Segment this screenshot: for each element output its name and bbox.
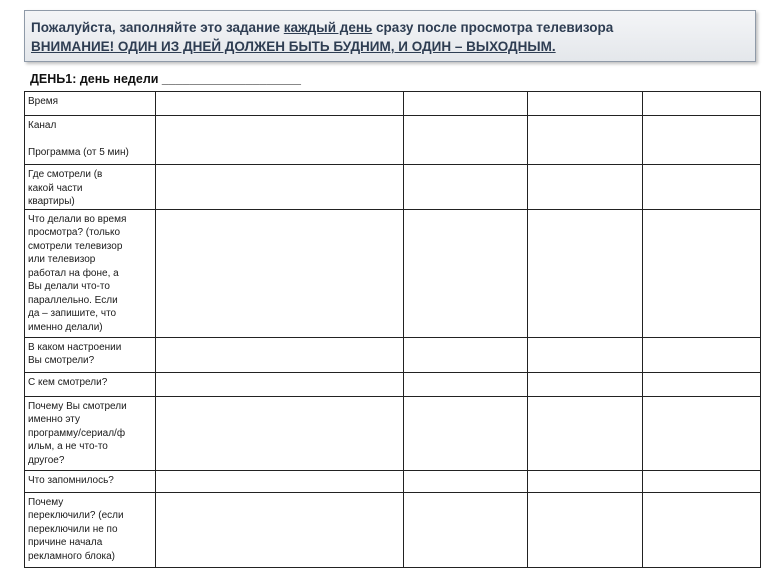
instruction-warning: ВНИМАНИЕ! ОДИН ИЗ ДНЕЙ ДОЛЖЕН БЫТЬ БУДНИМ, И ОДИН – ВЫХОДНЫМ.	[31, 39, 556, 54]
instruction-line-1	[31, 18, 747, 37]
day-of-week-field[interactable]: ДЕНЬ1: день недели ____________________	[30, 72, 301, 86]
answer-cell[interactable]	[643, 92, 761, 116]
answer-cell[interactable]	[404, 92, 528, 116]
row-why-switched	[25, 492, 761, 567]
answer-cell[interactable]	[156, 470, 404, 492]
row-label: Канал Программа (от 5 мин)	[25, 116, 156, 165]
row-label: В каком настроении Вы смотрели?	[25, 337, 156, 372]
instruction-emphasis: каждый день	[283, 20, 373, 35]
row-label: С кем смотрели?	[25, 372, 156, 396]
answer-cell[interactable]	[156, 372, 404, 396]
row-time	[25, 92, 761, 116]
tv-diary-table	[24, 91, 761, 568]
row-why-this-program	[25, 396, 761, 470]
answer-cell[interactable]	[528, 396, 643, 470]
row-label: Почему переключили? (если переключили не по причине начала рекламного блока)	[25, 492, 156, 567]
answer-cell[interactable]	[643, 337, 761, 372]
answer-cell[interactable]	[643, 372, 761, 396]
answer-cell[interactable]	[528, 470, 643, 492]
answer-cell[interactable]	[404, 116, 528, 165]
answer-cell[interactable]	[404, 372, 528, 396]
row-label: Где смотрели (в какой части квартиры)	[25, 165, 156, 210]
row-where-watched	[25, 165, 761, 210]
instruction-line-2	[31, 37, 747, 56]
row-activity	[25, 209, 761, 337]
answer-cell[interactable]	[404, 470, 528, 492]
answer-cell[interactable]	[528, 372, 643, 396]
row-label: Что делали во время просмотра? (только смотрели телевизор или телевизор работал на фоне, а Вы делали что-то параллельно. Если да – запишите, что именно делали)	[25, 209, 156, 337]
answer-cell[interactable]	[643, 116, 761, 165]
answer-cell[interactable]	[643, 492, 761, 567]
answer-cell[interactable]	[156, 492, 404, 567]
instruction-banner	[24, 10, 756, 62]
answer-cell[interactable]	[156, 165, 404, 210]
row-memorable	[25, 470, 761, 492]
answer-cell[interactable]	[156, 209, 404, 337]
instruction-text-start: Пожалуйста, заполняйте это задание	[31, 20, 284, 35]
answer-cell[interactable]	[643, 470, 761, 492]
answer-cell[interactable]	[528, 92, 643, 116]
answer-cell[interactable]	[528, 165, 643, 210]
answer-cell[interactable]	[528, 116, 643, 165]
row-label: Почему Вы смотрели именно эту программу/сериал/ф ильм, а не что-то другое?	[25, 396, 156, 470]
answer-cell[interactable]	[404, 396, 528, 470]
answer-cell[interactable]	[643, 396, 761, 470]
answer-cell[interactable]	[404, 165, 528, 210]
answer-cell[interactable]	[528, 209, 643, 337]
answer-cell[interactable]	[404, 209, 528, 337]
answer-cell[interactable]	[643, 209, 761, 337]
answer-cell[interactable]	[156, 396, 404, 470]
answer-cell[interactable]	[643, 165, 761, 210]
answer-cell[interactable]	[528, 492, 643, 567]
row-label: Время	[25, 92, 156, 116]
row-with-whom	[25, 372, 761, 396]
answer-cell[interactable]	[156, 92, 404, 116]
instruction-text-end: сразу после просмотра телевизора	[372, 20, 614, 35]
answer-cell[interactable]	[404, 337, 528, 372]
row-label: Что запомнилось?	[25, 470, 156, 492]
answer-cell[interactable]	[404, 492, 528, 567]
row-mood	[25, 337, 761, 372]
row-channel-program	[25, 116, 761, 165]
answer-cell[interactable]	[156, 337, 404, 372]
answer-cell[interactable]	[528, 337, 643, 372]
answer-cell[interactable]	[156, 116, 404, 165]
